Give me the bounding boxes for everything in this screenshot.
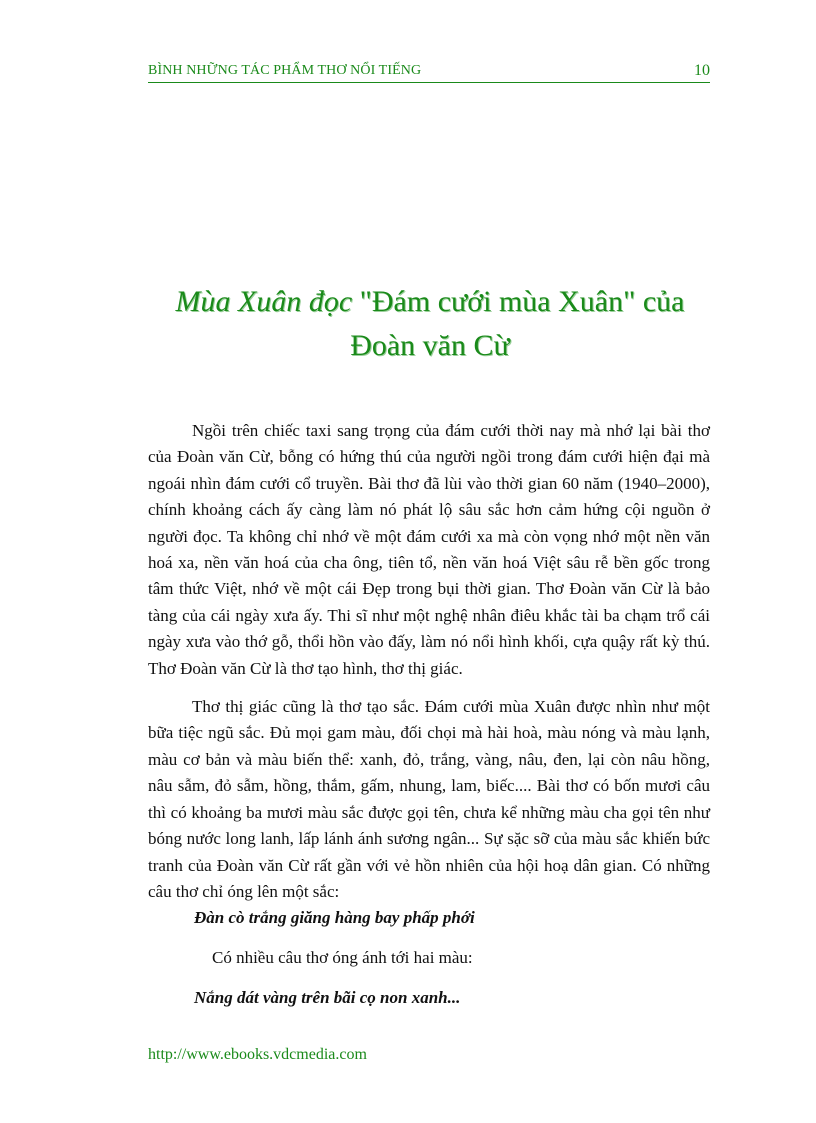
running-header [148,60,710,83]
page-number: 10 [694,62,710,79]
article-title-italic: Mùa Xuân đọc [175,285,353,318]
paragraph-1: Ngồi trên chiếc taxi sang trọng của đám cưới thời nay mà nhớ lại bài thơ của Đoàn văn Cừ, bỗng có hứng thú của người ngồi trong đám cưới hiện đại mà ngoái nhìn đám cưới cổ truyền. Bài thơ đã lùi vào thời gian 60 năm (1940–2000), chính khoảng cách ấy càng làm nó phát lộ sâu sắc hơn cảm hứng cội nguồn ở người đọc. Ta không chỉ nhớ về một đám cưới xa mà còn vọng nhớ một nền văn hoá xa, nền văn hoá của cha ông, tiên tổ, nền văn hoá Việt sâu rễ bền gốc trong tâm thức Việt, nhớ về một cái Đẹp trong bụi thời gian. Thơ Đoàn văn Cừ là bảo tàng của cái ngày xưa ấy. Thi sĩ như một nghệ nhân điêu khắc tài ba chạm trổ cái ngày xưa vào thớ gỗ, thổi hồn vào đấy, làm nó nổi hình khối, cựa quậy rất kỳ thú. Thơ Đoàn văn Cừ là thơ tạo hình, thơ thị giác. [148,421,710,678]
running-header-title: BÌNH NHỮNG TÁC PHẨM THƠ NỔI TIẾNG [148,63,422,78]
article-title-rest: "Đám cưới mùa Xuân" của [359,285,685,318]
article-title-line-1 [110,280,750,324]
article-title [110,280,750,368]
article-body [148,418,710,905]
verse-quote-2: Nắng dát vàng trên bãi cọ non xanh... [194,988,461,1007]
article-title-line-2: Đoàn văn Cừ [350,329,510,362]
verse-quote-1: Đàn cò trắng giăng hàng bay phấp phới [194,908,475,927]
paragraph-2: Thơ thị giác cũng là thơ tạo sắc. Đám cưới mùa Xuân được nhìn như một bữa tiệc ngũ sắc. Đủ mọi gam màu, đối chọi mà hài hoà, màu nóng và màu lạnh, màu cơ bản và màu biến thể: xanh, đỏ, trắng, vàng, nâu, đen, lại còn nâu hồng, nâu sẫm, đỏ sẫm, hồng, thắm, gấm, nhung, lam, biếc.... Bài thơ có bốn mươi câu thì có khoảng ba mươi màu sắc được gọi tên, chưa kể những màu cha gọi tên như bóng nước long lanh, lấp lánh ánh sương ngân... Sự sặc sỡ của màu sắc khiến bức tranh của Đoàn văn Cừ rất gần với vẻ hồn nhiên của hội hoạ dân gian. Có những câu thơ chỉ óng lên một sắc: [148,697,710,901]
verse-intro-2: Có nhiều câu thơ óng ánh tới hai màu: [212,948,473,967]
footer-website-link[interactable]: http://www.ebooks.vdcmedia.com [148,1046,367,1063]
